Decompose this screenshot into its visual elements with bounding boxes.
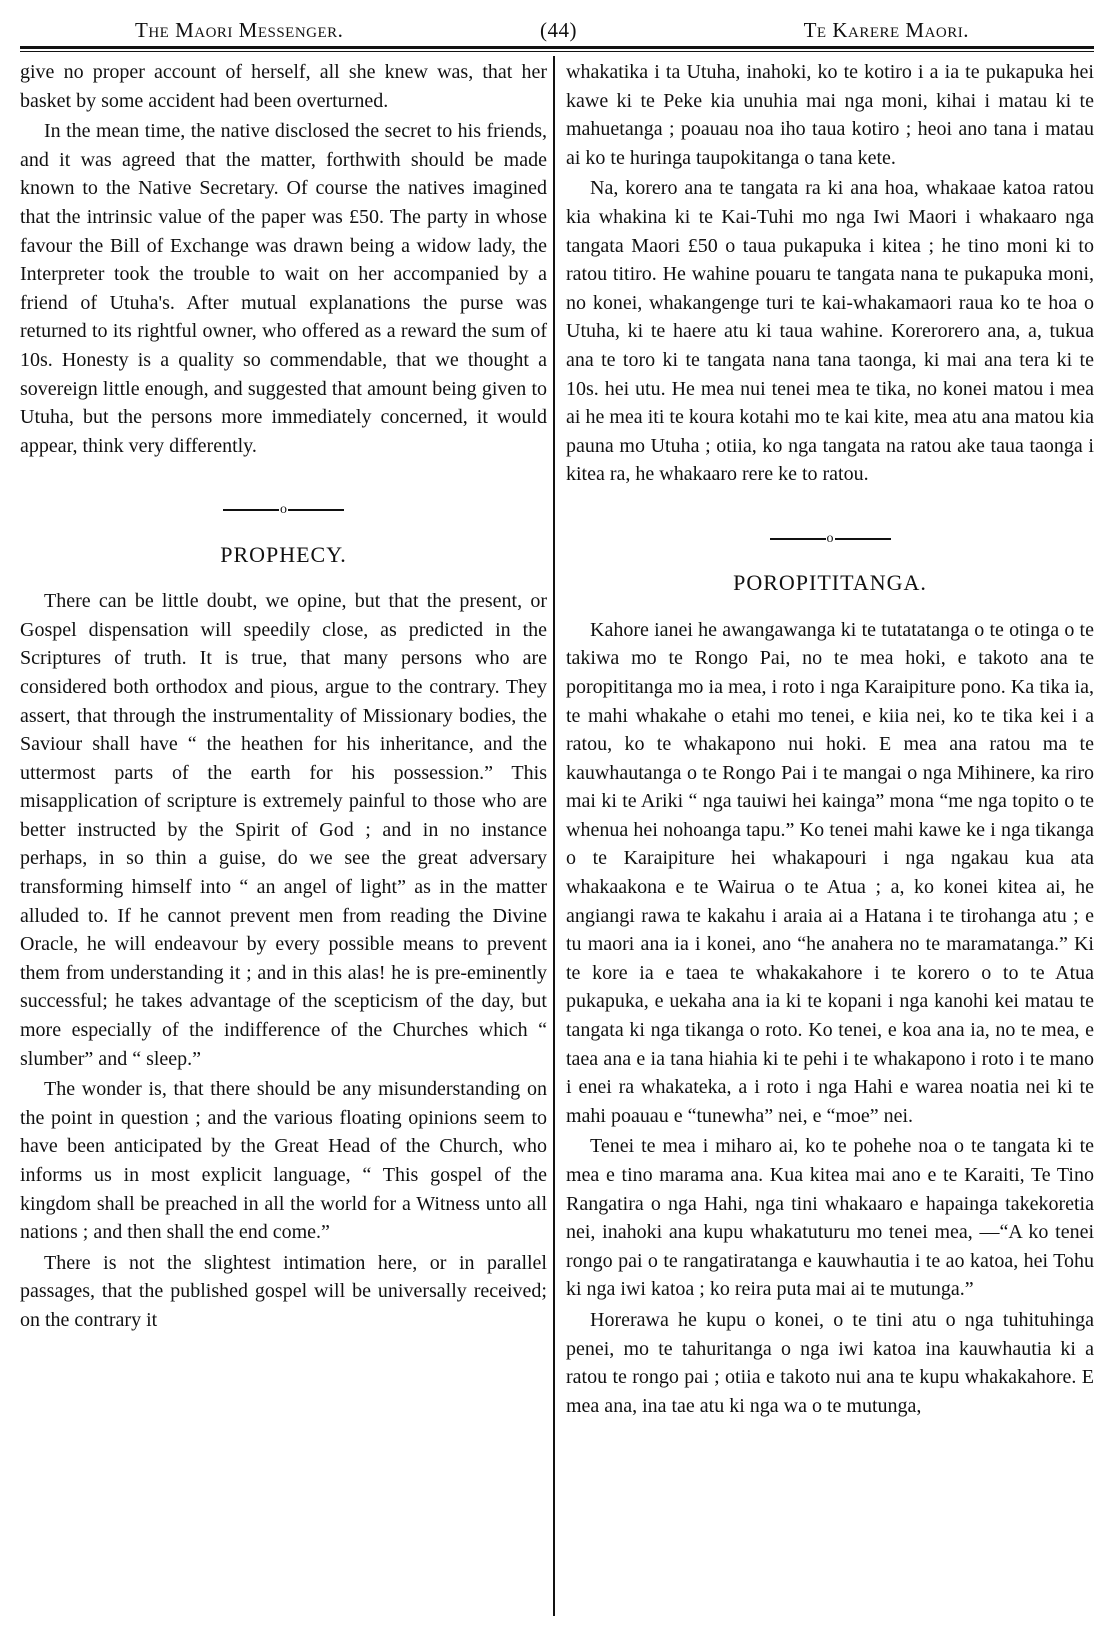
header-english-title: The Maori Messenger. [135, 18, 344, 42]
section-separator [566, 529, 1094, 549]
column-divider [553, 56, 555, 1616]
page-header [20, 14, 1094, 48]
english-paragraph: There can be little doubt, we opine, but that the present, or Gospel dispensation will speedily close, as predicted in the Scriptures of truth. It is true, that many persons who are considered both orthodox and pious, argue to the contrary. They assert, that through the instrumentality of Missionary bodies, the Saviour shall have “ the heathen for his inheritance, and the uttermost parts of the earth for his possession.” This misapplication of scripture is extremely painful to those who are better instructed by the Spirit of God ; and in no instance perhaps, in so thin a guise, do we see the great adversary transforming himself into “ an angel of light” as in the matter alluded to. If he cannot prevent men from reading the Divine Oracle, he will endeavour by every possible means to prevent them from understanding it ; and in this alas! he is pre-eminently successful; he takes advantage of the scepticism of the day, but more especially of the indifference of the Churches which “ slumber” and “ sleep.” [20, 590, 547, 1070]
english-paragraph: There is not the slightest intimation here, or in parallel passages, that the published gospel will be universally received; on the contrary it [20, 1251, 547, 1331]
header-page-number: (44) [540, 18, 577, 42]
section-title-poropititanga: POROPITITANGA. [733, 570, 927, 596]
english-column [20, 58, 547, 1335]
section-separator [20, 500, 547, 520]
section-title-prophecy: PROPHECY. [220, 541, 347, 567]
english-paragraph: give no proper account of herself, all she knew was, that her basket by some accident had been overturned. [20, 61, 547, 112]
header-rule-thin [20, 51, 1094, 52]
english-paragraph: In the mean time, the native disclosed the secret to his friends, and it was agreed that the matter, forthwith should be made known to the Native Secretary. Of course the natives imagined that the intrinsic value of the paper was £50. The party in whose favour the Bill of Exchange was drawn being a widow lady, the Interpreter took the trouble to wait on her accompanied by a friend of Utuha's. After mutual explanations the purse was returned to its rightful owner, who offered as a reward the sum of 10s. Honesty is a quality so commendable, that we thought a sovereign little enough, and suggested that amount being given to Utuha, but the persons more immediately concerned, it would appear, think very differently. [20, 120, 547, 457]
separator-ornament: o [826, 530, 834, 546]
maori-paragraph: Tenei te mea i miharo ai, ko te pohehe noa o te tangata ki te mea e tino marama ana. Kua kitea mai ano e te Karaiti, Te Tino Rangatira o nga Hahi, nga tini whakaaro e hapainga takekoretia nei, inahoki ana kupu whakatuturu mo tenei mea, —“A ko tenei rongo pai o te rangatiratanga e kauwhautia i te ao katoa, hei Tohu ki nga iwi katoa ; ko reira puta mai ai te mutunga.” [566, 1135, 1094, 1301]
separator-ornament: o [280, 502, 287, 518]
maori-paragraph: Kahore ianei he awangawanga ki te tutatatanga o te otinga o te takiwa mo te Rongo Pai, no te mea hoki, e takoto ana te poropititanga mo ia mea, i roto i nga Karaipiture pono. Ka tika ia, te mahi whakahe o etahi mo tenei, e kiia nei, ko te tika kei i a ratou, ko te whakapono nui hoki. E mea ana ratou ma te kauwhautanga o te Rongo Pai i te mangai o nga Mihinere, ka riro mai ki te Ariki “ nga tauiwi hei kainga” mona “me nga topito o te whenua hei nohoanga tapu.” Ko tenei mahi kawe ke i nga tikanga o te Karaipiture hei whakapouri i nga ngakau kua ata whakaakona e te Wairua o te Atua ; a, ko konei kitea ai, he angiangi rawa te kakahu i araia ai a Hatana i te tirohanga atu ; e tu maori ana ia i konei, ano “he anahera no te maramatanga.” Ki te kore ia e taea te whakakahore i te korero o to te Atua pukapuka, e uekaha ana ia ki te kopani i nga kanohi kei matau te tangata ki nga tikanga o roto. Ko tenei, e koa ana ia, no te mea, e taea ana e ia tana hiahia ki te pehi i te whakapono i roto i te mano i enei ra whakateka, a i roto i nga Hahi e warea noatia nei ki te mahi poauau e “tunewha” nei, e “moe” nei. [566, 618, 1094, 1127]
header-maori-title: Te Karere Maori. [803, 18, 969, 42]
maori-paragraph: Horerawa he kupu o konei, o te tini atu o nga tuhituhinga penei, mo te tahuritanga o nga iwi katoa ina kauwhautia ki a ratou te rongo pai ; otiia e takoto nui ana te kupu whakakahore. E mea ana, ina tae atu ki nga wa o te mutunga, [566, 1308, 1094, 1417]
english-paragraph: The wonder is, that there should be any misunderstanding on the point in question ; and the various floating opinions seem to have been anticipated by the Great Head of the Church, who informs us in most explicit language, “ This gospel of the kingdom shall be preached in all the world for a Witness unto all nations ; and then shall the end come.” [20, 1078, 547, 1244]
maori-paragraph: Na, korero ana te tangata ra ki ana hoa, whakaae katoa ratou kia whakina ki te Kai-Tuhi mo nga Iwi Maori i whakaaro nga tangata Maori £50 o taua pukapuka i kitea ; he tino moni ki to ratou titiro. He wahine pouaru te tangata nana te pukapuka moni, no konei, whakangenge turi te kai-whakamaori raua ko te hoa o Utuha, ki te haere atu ki taua wahine. Korerorero ana, a, tukua ana te toro ki te tangata nana tana taonga, ki mai ana tera ki te 10s. hei utu. He mea nui tenei mea te tika, no konei matou i mea ai he mea iti te koura kotahi mo te kai kite, mea atu ana matou kia pauna mo Utuha ; otiia, ko nga tangata na ratou ake taua taonga i kitea ra, he whakaaro rere ke to ratou. [566, 177, 1094, 486]
maori-column [566, 58, 1094, 1420]
header-rule-thick [20, 46, 1094, 49]
maori-paragraph: whakatika i ta Utuha, inahoki, ko te kotiro i a ia te pukapuka hei kawe ki te Peke kia unuhia mai nga moni, kihai i matau ki te mahuetanga ; poauau noa iho taua kotiro ; heoi ano tana i matau ai ko te huringa taupokitanga o tana kete. [566, 61, 1094, 169]
